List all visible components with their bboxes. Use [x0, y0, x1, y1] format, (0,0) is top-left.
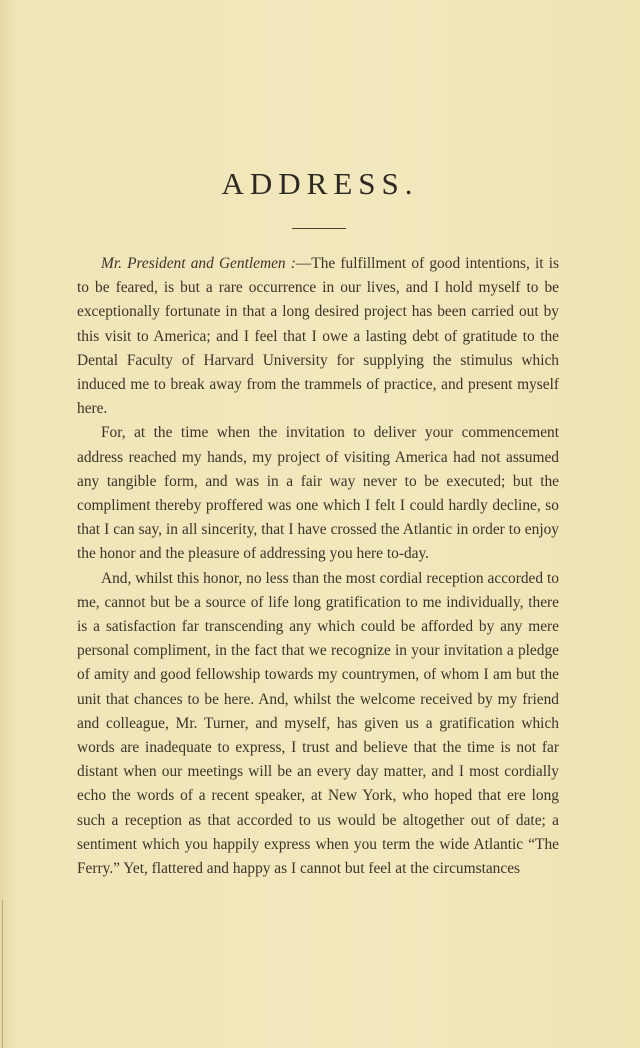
- page-heading: ADDRESS.: [221, 166, 419, 201]
- heading-divider: [292, 228, 346, 229]
- salutation: Mr. President and Gentlemen :: [101, 255, 296, 272]
- body-text: [77, 252, 559, 881]
- paragraph-1-text: —The fulfillment of good intentions, it is to be feared, is but a rare occurrence in our lives, and I hold myself to be exceptionally fortunate in that a long desired project has been carried out by this visit to America; and I feel that I owe a lasting debt of gratitude to the Dental Faculty of Harvard University for supplying the stimulus which induced me to break away from the trammels of practice, and present myself here.: [77, 255, 560, 418]
- page-edge-line: [2, 900, 3, 1048]
- paragraph-1: [77, 252, 559, 421]
- paragraph-3: And, whilst this honor, no less than the most cordial reception accorded to me, cannot but be a source of life long gratification to me individually, there is a satisfaction far transcending any which could be afforded by any mere personal compliment, in the fact that we recognize in your invitation a pledge of amity and good fellowship towards my countrymen, of whom I am but the unit that chances to be here. And, whilst the welcome received by my friend and colleague, Mr. Turner, and myself, has given us a gratification which words are inadequate to express, I trust and believe that the time is not far distant when our meetings will be an every day matter, and I most cordially echo the words of a recent speaker, at New York, who hoped that ere long such a reception as that accorded to us would be altogether out of date; a sentiment which you happily express when you term the wide Atlantic “The Ferry.” Yet, flattered and happy as I cannot but feel at the circumstances: [77, 569, 559, 878]
- paragraph-2: For, at the time when the invitation to deliver your commencement address reached my hands, my project of visiting America had not assumed any tangible form, and was in a fair way never to be executed; but the compliment thereby proffered was one which I felt I could hardly decline, so that I can say, in all sincerity, that I have crossed the Atlantic in order to enjoy the honor and the pleasure of addressing you here to-day.: [77, 424, 559, 563]
